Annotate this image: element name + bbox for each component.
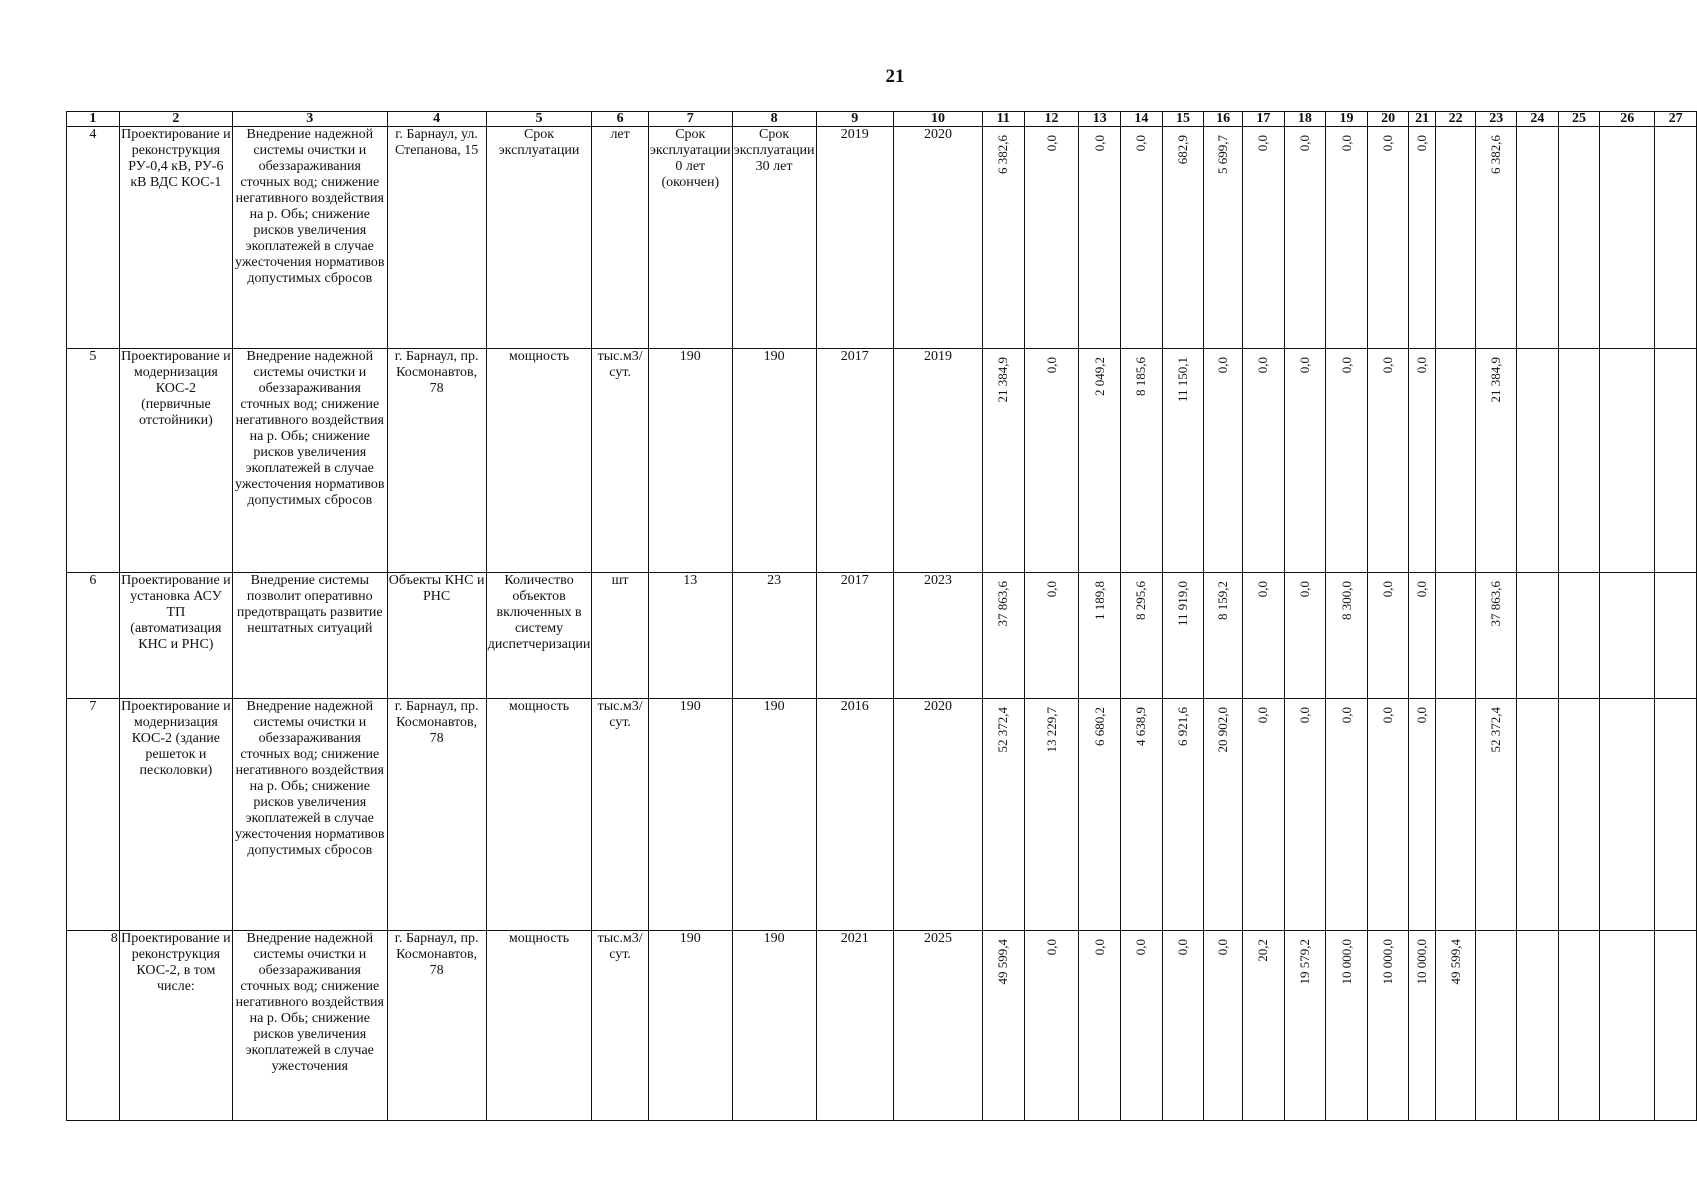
- project-location: г. Барнаул, пр. Космонавтов, 78: [387, 931, 486, 1121]
- indicator-name: мощность: [486, 931, 592, 1121]
- column-header: 25: [1558, 112, 1600, 127]
- finance-cell: [1367, 931, 1409, 1121]
- finance-cell: [1558, 127, 1600, 349]
- finance-value: 52 372,4: [1488, 707, 1504, 753]
- column-header: 20: [1367, 112, 1409, 127]
- finance-cell: [1079, 127, 1121, 349]
- finance-cell: [1517, 349, 1559, 573]
- finance-cell: [1367, 699, 1409, 931]
- project-location: г. Барнаул, пр. Космонавтов, 78: [387, 699, 486, 931]
- finance-cell: [1121, 699, 1163, 931]
- finance-cell: [1476, 349, 1517, 573]
- finance-cell: [1435, 349, 1476, 573]
- value-after: 190: [732, 931, 816, 1121]
- value-before: Срок эксплуатации 0 лет (окончен): [648, 127, 732, 349]
- end-year: 2019: [894, 349, 983, 573]
- column-header: 17: [1243, 112, 1285, 127]
- finance-value: 0,0: [1174, 939, 1190, 956]
- column-header: 9: [816, 112, 894, 127]
- finance-cell: [1367, 573, 1409, 699]
- finance-value: 6 680,2: [1091, 707, 1107, 746]
- finance-value: 8 295,6: [1133, 581, 1149, 620]
- finance-cell: [1655, 127, 1697, 349]
- finance-value: 0,0: [1414, 135, 1430, 152]
- finance-value: 0,0: [1380, 357, 1396, 374]
- finance-value: 6 382,6: [1488, 135, 1504, 174]
- finance-cell: [1517, 931, 1559, 1121]
- finance-value: 13 229,7: [1043, 707, 1059, 753]
- indicator-unit: шт: [592, 573, 649, 699]
- page-number: 21: [885, 66, 905, 87]
- column-header: 24: [1517, 112, 1559, 127]
- finance-value: 0,0: [1215, 939, 1231, 956]
- finance-cell: [983, 349, 1025, 573]
- finance-cell: [983, 931, 1025, 1121]
- finance-cell: [1558, 573, 1600, 699]
- finance-cell: [1284, 573, 1326, 699]
- finance-value: 0,0: [1380, 707, 1396, 724]
- finance-cell: [1079, 573, 1121, 699]
- finance-value: 0,0: [1414, 581, 1430, 598]
- finance-cell: [1204, 349, 1243, 573]
- project-location: Объекты КНС и РНС: [387, 573, 486, 699]
- value-before: 190: [648, 699, 732, 931]
- project-goal: Внедрение надежной системы очистки и обеззараживания сточных вод; снижение негативного воздействия на р. Обь; снижение рисков увеличения экоплатежей в случае ужесточения: [233, 931, 387, 1121]
- value-after: 190: [732, 699, 816, 931]
- finance-cell: [1600, 127, 1655, 349]
- finance-value: 49 599,4: [995, 939, 1011, 985]
- end-year: 2020: [894, 127, 983, 349]
- finance-cell: [1517, 127, 1559, 349]
- finance-cell: [1517, 699, 1559, 931]
- investment-program-table: [66, 111, 1697, 1121]
- finance-cell: [1409, 931, 1435, 1121]
- finance-value: 21 384,9: [995, 357, 1011, 403]
- finance-cell: [1476, 931, 1517, 1121]
- column-header: 4: [387, 112, 486, 127]
- column-header: 16: [1204, 112, 1243, 127]
- column-header: 26: [1600, 112, 1655, 127]
- finance-cell: [1600, 699, 1655, 931]
- finance-cell: [1162, 699, 1204, 931]
- finance-cell: [1024, 699, 1079, 931]
- finance-value: 0,0: [1414, 707, 1430, 724]
- finance-cell: [1243, 349, 1285, 573]
- finance-value: 20 902,0: [1215, 707, 1231, 753]
- finance-value: 21 384,9: [1488, 357, 1504, 403]
- finance-value: 6 382,6: [995, 135, 1011, 174]
- finance-value: 0,0: [1255, 707, 1271, 724]
- finance-cell: [1121, 127, 1163, 349]
- table-row: [67, 699, 1697, 931]
- finance-value: 10 000,0: [1338, 939, 1354, 985]
- project-name: Проектирование и реконструкция РУ-0,4 кВ, РУ-6 кВ ВДС КОС-1: [119, 127, 232, 349]
- finance-cell: [1558, 699, 1600, 931]
- finance-value: 0,0: [1255, 357, 1271, 374]
- finance-value: 0,0: [1043, 939, 1059, 956]
- column-header: 1: [67, 112, 120, 127]
- indicator-name: мощность: [486, 699, 592, 931]
- finance-cell: [1367, 349, 1409, 573]
- finance-value: 8 185,6: [1133, 357, 1149, 396]
- finance-cell: [1476, 127, 1517, 349]
- table-row: [67, 931, 1697, 1121]
- finance-cell: [1121, 349, 1163, 573]
- column-header: 12: [1024, 112, 1079, 127]
- start-year: 2016: [816, 699, 894, 931]
- column-header: 15: [1162, 112, 1204, 127]
- finance-cell: [1655, 931, 1697, 1121]
- finance-value: 0,0: [1255, 135, 1271, 152]
- start-year: 2017: [816, 573, 894, 699]
- finance-value: 0,0: [1414, 357, 1430, 374]
- indicator-name: Срок эксплуатации: [486, 127, 592, 349]
- column-header: 23: [1476, 112, 1517, 127]
- finance-value: 49 599,4: [1447, 939, 1463, 985]
- project-goal: Внедрение надежной системы очистки и обеззараживания сточных вод; снижение негативного воздействия на р. Обь; снижение рисков увеличения экоплатежей в случае ужесточения нормативов допустимых сбросов: [233, 127, 387, 349]
- finance-value: 19 579,2: [1296, 939, 1312, 985]
- finance-cell: [1558, 931, 1600, 1121]
- finance-value: 37 863,6: [1488, 581, 1504, 627]
- project-goal: Внедрение надежной системы очистки и обеззараживания сточных вод; снижение негативного воздействия на р. Обь; снижение рисков увеличения экоплатежей в случае ужесточения нормативов допустимых сбросов: [233, 349, 387, 573]
- end-year: 2023: [894, 573, 983, 699]
- finance-value: 11 919,0: [1174, 581, 1190, 627]
- finance-cell: [1435, 699, 1476, 931]
- finance-value: 37 863,6: [995, 581, 1011, 627]
- finance-cell: [1284, 931, 1326, 1121]
- project-goal: Внедрение системы позволит оперативно предотвращать развитие нештатных ситуаций: [233, 573, 387, 699]
- project-name: Проектирование и установка АСУ ТП (автоматизация КНС и РНС): [119, 573, 232, 699]
- finance-cell: [1204, 127, 1243, 349]
- finance-value: 0,0: [1296, 581, 1312, 598]
- table-row: [67, 349, 1697, 573]
- finance-value: 52 372,4: [995, 707, 1011, 753]
- finance-cell: [1162, 127, 1204, 349]
- finance-value: 0,0: [1043, 135, 1059, 152]
- column-header: 27: [1655, 112, 1697, 127]
- indicator-unit: лет: [592, 127, 649, 349]
- indicator-name: Количество объектов включенных в систему диспетчеризации: [486, 573, 592, 699]
- finance-cell: [1367, 127, 1409, 349]
- finance-value: 0,0: [1091, 135, 1107, 152]
- column-header: 8: [732, 112, 816, 127]
- finance-value: 0,0: [1338, 135, 1354, 152]
- project-name: Проектирование и модернизация КОС-2 (здание решеток и песколовки): [119, 699, 232, 931]
- finance-cell: [1326, 931, 1368, 1121]
- column-header: 18: [1284, 112, 1326, 127]
- finance-value: 0,0: [1338, 357, 1354, 374]
- finance-cell: [1655, 349, 1697, 573]
- finance-value: 0,0: [1380, 581, 1396, 598]
- row-number: 8: [67, 931, 120, 1121]
- finance-value: 8 300,0: [1338, 581, 1354, 620]
- finance-value: 0,0: [1296, 707, 1312, 724]
- row-number: 5: [67, 349, 120, 573]
- finance-value: 11 150,1: [1174, 357, 1190, 403]
- column-header: 10: [894, 112, 983, 127]
- finance-cell: [1024, 349, 1079, 573]
- finance-cell: [1409, 573, 1435, 699]
- project-name: Проектирование и реконструкция КОС-2, в том числе:: [119, 931, 232, 1121]
- column-header: 19: [1326, 112, 1368, 127]
- finance-cell: [1435, 573, 1476, 699]
- finance-value: 20,2: [1255, 939, 1271, 962]
- column-header: 21: [1409, 112, 1435, 127]
- finance-cell: [1409, 127, 1435, 349]
- finance-cell: [1024, 573, 1079, 699]
- column-header: 13: [1079, 112, 1121, 127]
- finance-cell: [1162, 931, 1204, 1121]
- finance-value: 682,9: [1174, 135, 1190, 165]
- finance-cell: [1284, 699, 1326, 931]
- finance-cell: [1284, 127, 1326, 349]
- finance-value: 0,0: [1380, 135, 1396, 152]
- finance-cell: [1655, 573, 1697, 699]
- finance-value: 1 189,8: [1091, 581, 1107, 620]
- table-row: [67, 573, 1697, 699]
- finance-cell: [1204, 931, 1243, 1121]
- finance-value: 0,0: [1296, 357, 1312, 374]
- indicator-unit: тыс.м3/сут.: [592, 699, 649, 931]
- finance-value: 10 000,0: [1380, 939, 1396, 985]
- finance-cell: [983, 573, 1025, 699]
- finance-cell: [1284, 349, 1326, 573]
- end-year: 2020: [894, 699, 983, 931]
- value-after: Срок эксплуатации 30 лет: [732, 127, 816, 349]
- finance-cell: [1079, 931, 1121, 1121]
- finance-cell: [1243, 931, 1285, 1121]
- indicator-name: мощность: [486, 349, 592, 573]
- finance-value: 2 049,2: [1091, 357, 1107, 396]
- finance-value: 0,0: [1043, 357, 1059, 374]
- finance-cell: [1655, 699, 1697, 931]
- header-row: [67, 112, 1697, 127]
- finance-cell: [1409, 349, 1435, 573]
- finance-cell: [983, 127, 1025, 349]
- finance-value: 0,0: [1338, 707, 1354, 724]
- row-number: 6: [67, 573, 120, 699]
- project-location: г. Барнаул, ул. Степанова, 15: [387, 127, 486, 349]
- column-header: 11: [983, 112, 1025, 127]
- finance-cell: [983, 699, 1025, 931]
- start-year: 2019: [816, 127, 894, 349]
- value-before: 190: [648, 931, 732, 1121]
- column-header: 14: [1121, 112, 1163, 127]
- value-after: 190: [732, 349, 816, 573]
- finance-value: 5 699,7: [1215, 135, 1231, 174]
- finance-cell: [1024, 931, 1079, 1121]
- finance-cell: [1600, 349, 1655, 573]
- finance-cell: [1204, 699, 1243, 931]
- finance-cell: [1476, 573, 1517, 699]
- finance-value: 0,0: [1091, 939, 1107, 956]
- start-year: 2017: [816, 349, 894, 573]
- finance-value: 4 638,9: [1133, 707, 1149, 746]
- row-number: 4: [67, 127, 120, 349]
- project-goal: Внедрение надежной системы очистки и обеззараживания сточных вод; снижение негативного воздействия на р. Обь; снижение рисков увеличения экоплатежей в случае ужесточения нормативов допустимых сбросов: [233, 699, 387, 931]
- start-year: 2021: [816, 931, 894, 1121]
- finance-value: 6 921,6: [1174, 707, 1190, 746]
- finance-cell: [1243, 127, 1285, 349]
- project-location: г. Барнаул, пр. Космонавтов, 78: [387, 349, 486, 573]
- finance-value: 0,0: [1215, 357, 1231, 374]
- value-after: 23: [732, 573, 816, 699]
- finance-cell: [1243, 573, 1285, 699]
- indicator-unit: тыс.м3/сут.: [592, 349, 649, 573]
- project-name: Проектирование и модернизация КОС-2 (первичные отстойники): [119, 349, 232, 573]
- finance-value: 0,0: [1133, 135, 1149, 152]
- finance-value: 0,0: [1296, 135, 1312, 152]
- column-header: 6: [592, 112, 649, 127]
- column-header: 5: [486, 112, 592, 127]
- finance-cell: [1204, 573, 1243, 699]
- finance-cell: [1600, 931, 1655, 1121]
- column-header: 3: [233, 112, 387, 127]
- finance-cell: [1243, 699, 1285, 931]
- table-row: [67, 127, 1697, 349]
- value-before: 13: [648, 573, 732, 699]
- finance-cell: [1409, 699, 1435, 931]
- finance-cell: [1326, 349, 1368, 573]
- finance-cell: [1024, 127, 1079, 349]
- finance-cell: [1162, 349, 1204, 573]
- finance-cell: [1326, 573, 1368, 699]
- finance-cell: [1600, 573, 1655, 699]
- finance-cell: [1079, 699, 1121, 931]
- finance-cell: [1162, 573, 1204, 699]
- finance-value: 8 159,2: [1215, 581, 1231, 620]
- finance-cell: [1435, 931, 1476, 1121]
- finance-cell: [1326, 127, 1368, 349]
- finance-cell: [1435, 127, 1476, 349]
- indicator-unit: тыс.м3/сут.: [592, 931, 649, 1121]
- finance-cell: [1476, 699, 1517, 931]
- finance-value: 0,0: [1133, 939, 1149, 956]
- row-number: 7: [67, 699, 120, 931]
- finance-cell: [1517, 573, 1559, 699]
- column-header: 22: [1435, 112, 1476, 127]
- finance-cell: [1121, 573, 1163, 699]
- finance-value: 0,0: [1255, 581, 1271, 598]
- finance-cell: [1121, 931, 1163, 1121]
- finance-cell: [1326, 699, 1368, 931]
- value-before: 190: [648, 349, 732, 573]
- finance-value: 10 000,0: [1414, 939, 1430, 985]
- finance-value: 0,0: [1043, 581, 1059, 598]
- end-year: 2025: [894, 931, 983, 1121]
- column-header: 7: [648, 112, 732, 127]
- finance-cell: [1558, 349, 1600, 573]
- finance-cell: [1079, 349, 1121, 573]
- column-header: 2: [119, 112, 232, 127]
